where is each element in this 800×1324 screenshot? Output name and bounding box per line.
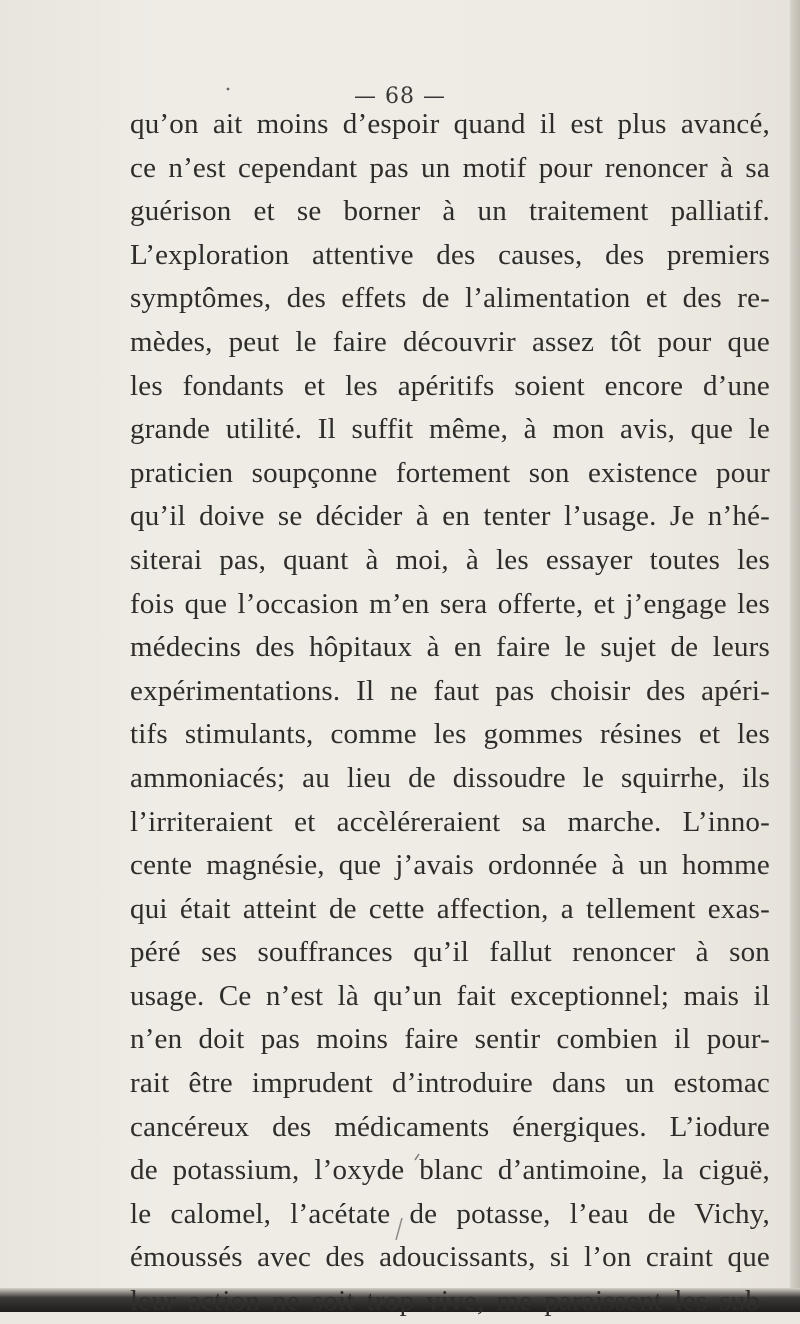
text-line: médecins des hôpitaux à en faire le sujet de leurs (130, 631, 770, 664)
text-line: l’irriteraient et accèléreraient sa marche. L’inno- (130, 805, 770, 838)
text-line: de potassium, l’oxyde blanc d’antimoine, la ciguë, (130, 1154, 770, 1187)
text-line: symptômes, des effets de l’alimentation et des re- (130, 282, 770, 315)
text-line: ammoniacés; au lieu de dissoudre le squirrhe, ils (130, 761, 770, 794)
text-line: n’en doit pas moins faire sentir combien il pour- (130, 1023, 770, 1056)
text-line: leur action ne soit trop vive, me paraissent les sub- (130, 1285, 770, 1318)
body-text (130, 103, 770, 1324)
text-line: ce n’est cependant pas un motif pour renoncer à sa (130, 151, 770, 184)
text-line: cente magnésie, que j’avais ordonnée à un homme (130, 849, 770, 882)
text-line: qui était atteint de cette affection, a tellement exas- (130, 892, 770, 925)
text-line: grande utilité. Il suffit même, à mon avis, que le (130, 413, 770, 446)
text-line: tifs stimulants, comme les gommes résines et les (130, 718, 770, 751)
text-line: fois que l’occasion m’en sera offerte, et j’engage les (130, 587, 770, 620)
text-line: qu’on ait moins d’espoir quand il est plus avancé, (130, 108, 770, 140)
text-line: praticien soupçonne fortement son existence pour (130, 456, 770, 489)
text-line: rait être imprudent d’introduire dans un estomac (130, 1067, 770, 1100)
page-edge-shadow (790, 0, 800, 1312)
text-line: L’exploration attentive des causes, des premiers (130, 238, 770, 271)
text-line: guérison et se borner à un traitement palliatif. (130, 195, 770, 228)
text-line: usage. Ce n’est là qu’un fait exceptionnel; mais il (130, 979, 770, 1012)
page-number: — 68 — (354, 84, 446, 109)
text-line: cancéreux des médicaments énergiques. L’iodure (130, 1110, 770, 1143)
text-line: mèdes, peut le faire découvrir assez tôt pour que (130, 325, 770, 358)
text-line: émoussés avec des adoucissants, si l’on craint que (130, 1241, 770, 1274)
text-line: les fondants et les apéritifs soient encore d’une (130, 369, 770, 402)
text-line: qu’il doive se décider à en tenter l’usage. Je n’hé- (130, 500, 770, 533)
text-line: péré ses souffrances qu’il fallut renoncer à son (130, 936, 770, 969)
text-line: expérimentations. Il ne faut pas choisir des apéri- (130, 674, 770, 707)
text-line: le calomel, l’acétate de potasse, l’eau de Vichy, (130, 1197, 770, 1230)
text-line: siterai pas, quant à moi, à les essayer toutes les (130, 543, 770, 576)
